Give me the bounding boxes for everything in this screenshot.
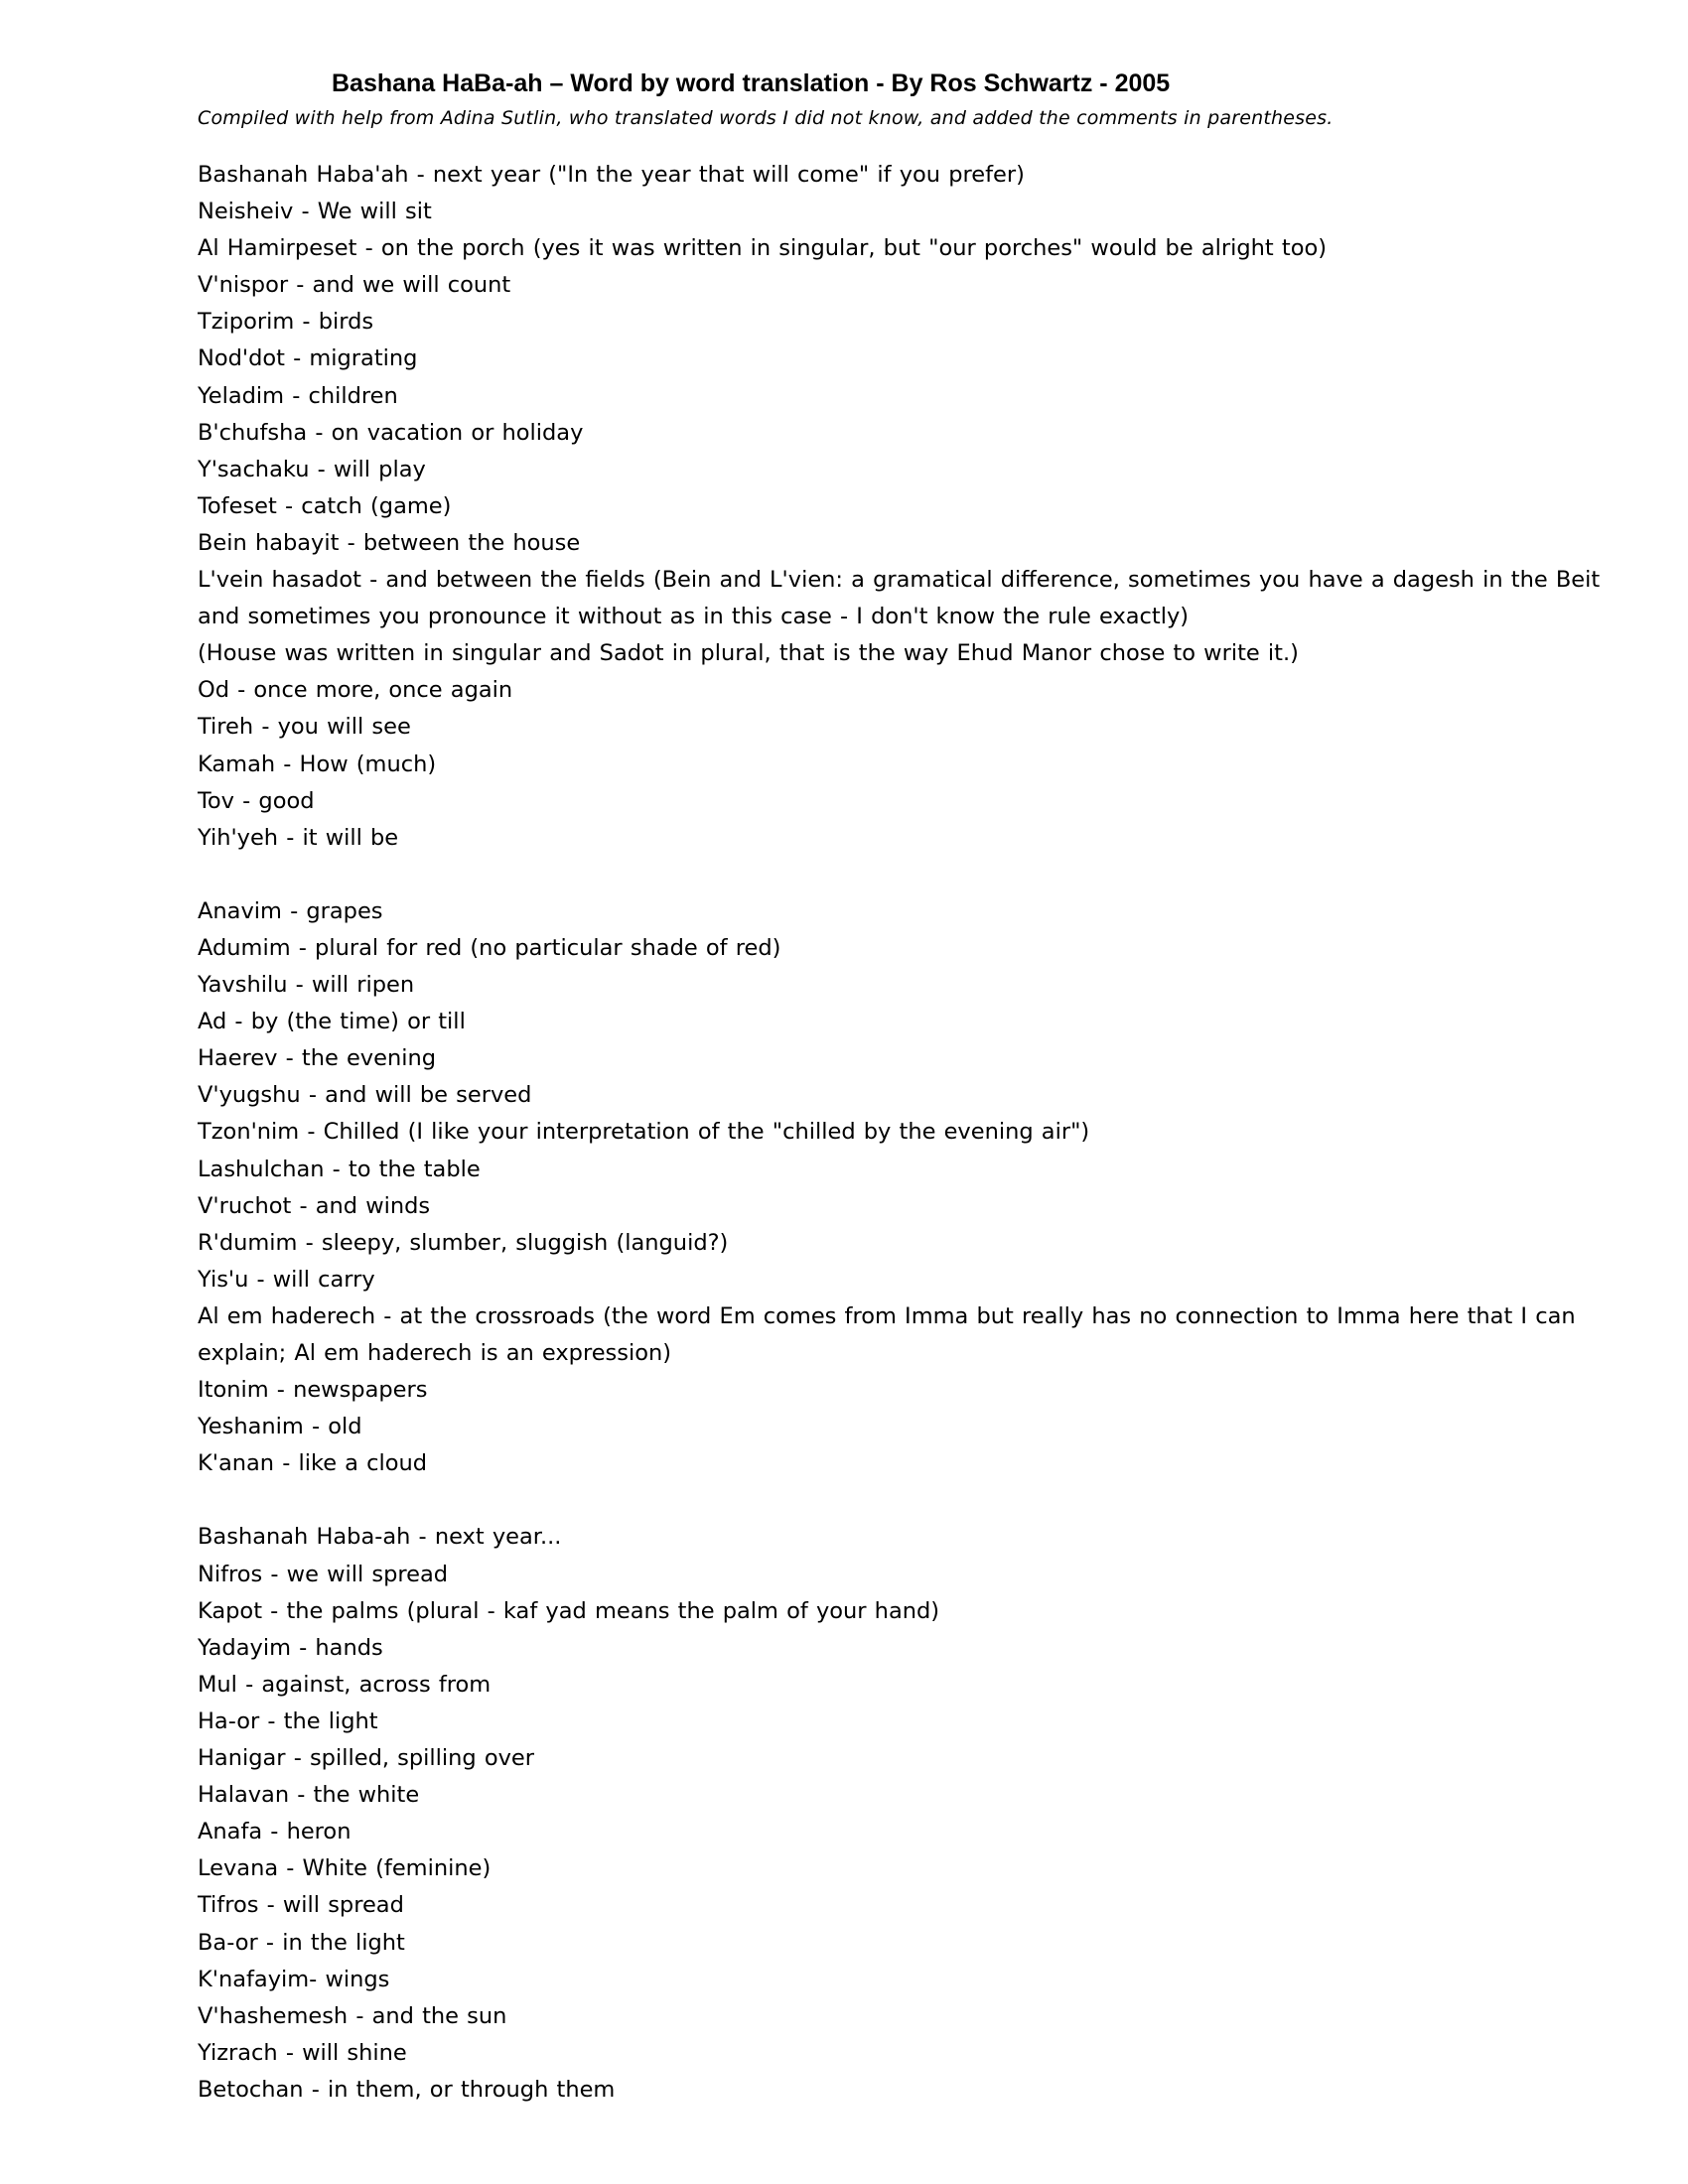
translation-entry: Yih'yeh - it will be (198, 824, 399, 851)
translation-entry: Anavim - grapes (198, 897, 383, 924)
translation-entry: Betochan - in them, or through them (198, 2076, 616, 2103)
translation-entry: R'dumim - sleepy, slumber, sluggish (languid?) (198, 1229, 729, 1256)
translation-entry: Tzon'nim - Chilled (I like your interpretation of the "chilled by the evening air") (198, 1119, 1090, 1146)
translation-entry: Kapot - the palms (plural - kaf yad means the palm of your hand) (198, 1597, 940, 1624)
translation-entry: Bashanah Haba'ah - next year ("In the year that will come" if you prefer) (198, 162, 1025, 188)
translation-entry: Yavshilu - will ripen (198, 972, 415, 999)
translation-entry: Ha-or - the light (198, 1707, 378, 1734)
translation-entry: Tireh - you will see (198, 714, 411, 741)
translation-entry: Bashanah Haba-ah - next year... (198, 1524, 562, 1551)
translation-entry: Yeshanim - old (198, 1414, 362, 1440)
translation-entry: Lashulchan - to the table (198, 1156, 481, 1182)
translation-entry: Y'sachaku - will play (198, 456, 426, 482)
translation-entry: Ad - by (the time) or till (198, 1009, 466, 1035)
translation-entry: Yis'u - will carry (198, 1266, 375, 1293)
translation-entry: Levana - White (feminine) (198, 1855, 492, 1882)
document-title: Bashana HaBa-ah – Word by word translation - By Ros Schwartz - 2005 (332, 69, 1171, 97)
translation-entry: Bein habayit - between the house (198, 529, 581, 556)
translation-entry: Mul - against, across from (198, 1671, 492, 1698)
document-subtitle: Compiled with help from Adina Sutlin, who translated words I did not know, and added the comments in parentheses. (198, 107, 1334, 129)
translation-entry: Od - once more, once again (198, 677, 513, 704)
translation-entry: Al em haderech - at the crossroads (the word Em comes from Imma but really has no connection to Imma here that I can explain; Al em haderech is an expression) (198, 1302, 1576, 1366)
translation-entry: Tofeset - catch (game) (198, 492, 452, 519)
translation-entry: Nod'dot - migrating (198, 345, 418, 372)
translation-entry: B'chufsha - on vacation or holiday (198, 419, 584, 446)
translation-entry: V'yugshu - and will be served (198, 1082, 532, 1109)
translation-entry: Adumim - plural for red (no particular shade of red) (198, 934, 781, 961)
translation-entry: (House was written in singular and Sadot in plural, that is the way Ehud Manor chose to write it.) (198, 640, 1299, 667)
translation-entry: Tifros - will spread (198, 1892, 404, 1919)
translation-list (198, 157, 1618, 2109)
translation-entry: Kamah - How (much) (198, 751, 437, 777)
translation-entry: Ba-or - in the light (198, 1929, 405, 1956)
translation-entry: Anafa - heron (198, 1819, 352, 1845)
section-spacer (198, 1482, 1618, 1519)
translation-entry: Halavan - the white (198, 1782, 420, 1809)
translation-entry: Yadayim - hands (198, 1634, 383, 1661)
translation-entry: Tov - good (198, 787, 315, 814)
translation-entry: K'anan - like a cloud (198, 1450, 428, 1477)
translation-entry: Hanigar - spilled, spilling over (198, 1745, 535, 1772)
translation-entry: V'ruchot - and winds (198, 1192, 431, 1219)
translation-entry: Haerev - the evening (198, 1045, 437, 1072)
translation-entry: Tziporim - birds (198, 309, 374, 336)
section-spacer (198, 857, 1618, 893)
translation-entry: Neisheiv - We will sit (198, 199, 432, 225)
translation-entry: Al Hamirpeset - on the porch (yes it was written in singular, but "our porches" would be alright too) (198, 235, 1328, 262)
translation-entry: L'vein hasadot - and between the fields (Bein and L'vien: a gramatical difference, sometimes you have a dagesh in the Beit and sometimes you pronounce it without as in this case - I don't know the rule exactly) (198, 567, 1601, 630)
translation-entry: V'nispor - and we will count (198, 272, 511, 299)
translation-entry: Itonim - newspapers (198, 1377, 428, 1404)
translation-entry: Yeladim - children (198, 382, 398, 409)
translation-entry: K'nafayim- wings (198, 1966, 390, 1992)
translation-entry: Nifros - we will spread (198, 1561, 449, 1587)
translation-entry: V'hashemesh - and the sun (198, 2002, 507, 2029)
translation-entry: Yizrach - will shine (198, 2039, 407, 2066)
